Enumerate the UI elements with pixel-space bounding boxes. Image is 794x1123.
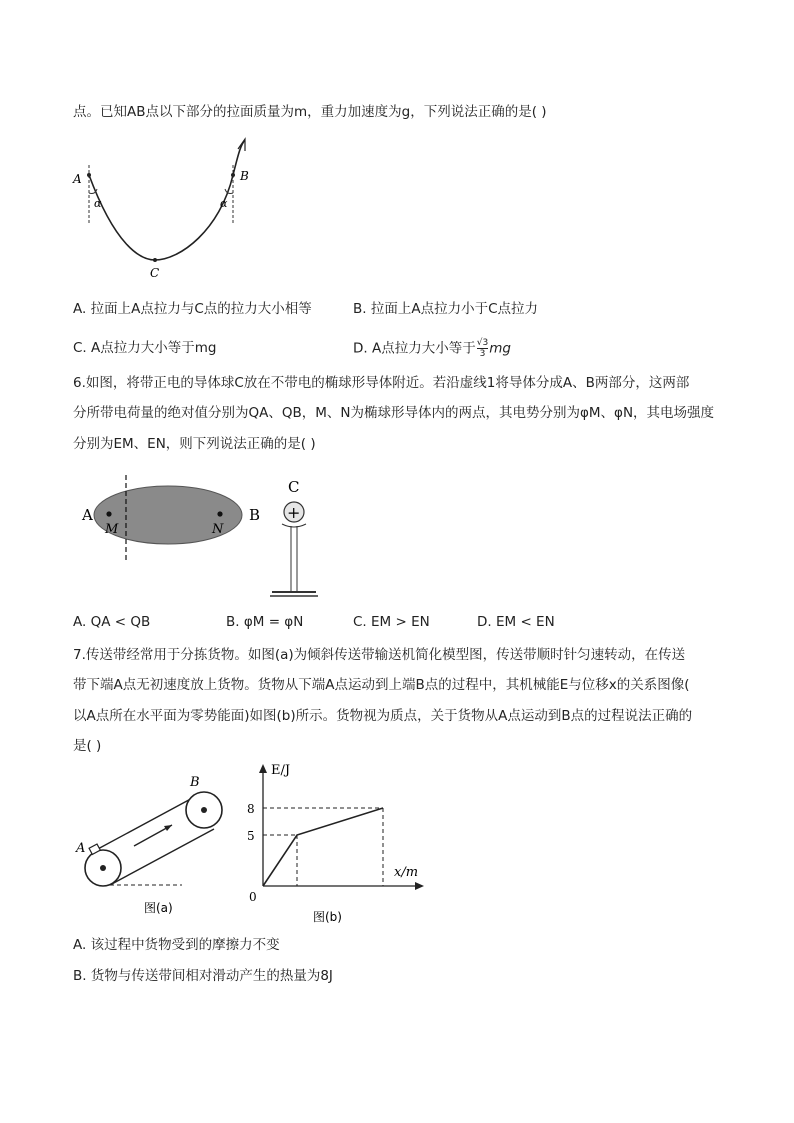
q7-energy-chart xyxy=(240,758,425,932)
q6-option-a: A. QA < QB xyxy=(73,614,151,630)
q6-label-a: A xyxy=(82,506,93,524)
q7-stem-line-4: 是( ) xyxy=(73,738,102,754)
q5-angle-a: α xyxy=(94,197,102,210)
q6-charge-sign: + xyxy=(287,503,301,522)
q5-label-a: A xyxy=(73,172,82,186)
q5-option-d-fraction xyxy=(477,338,488,359)
q7-caption-a: 图(a) xyxy=(144,901,173,915)
q7-tick-5: 5 xyxy=(247,829,255,843)
q5-option-b: B. 拉面上A点拉力小于C点拉力 xyxy=(353,301,539,317)
q7-x-axis-label: x/m xyxy=(394,865,419,880)
q5-label-c: C xyxy=(150,266,160,280)
q6-stem-line-3: 分别为EM、EN，则下列说法正确的是( ) xyxy=(73,436,316,452)
q7-stem-line-2: 带下端A点无初速度放上货物。货物从下端A点运动到上端B点的过程中，其机械能E与位移x的关系图像( xyxy=(73,677,690,693)
q7-stem-line-1: 7.传送带经常用于分拣货物。如图(a)为倾斜传送带输送机简化模型图，传送带顺时针匀速转动，在传送 xyxy=(73,647,686,663)
q7-label-b: B xyxy=(190,775,200,790)
q7-y-axis-label: E/J xyxy=(271,763,291,778)
q7-option-b: B. 货物与传送带间相对滑动产生的热量为8J xyxy=(73,968,333,984)
q6-label-b: B xyxy=(249,506,261,524)
q7-label-a: A xyxy=(76,841,86,856)
q6-conductor-figure xyxy=(72,470,332,609)
q5-label-b: B xyxy=(240,169,249,183)
q7-conveyor-figure xyxy=(72,768,247,922)
q5-option-d-prefix: D. A点拉力大小等于 xyxy=(353,340,476,357)
q6-option-c: C. EM > EN xyxy=(353,614,430,630)
q7-stem-line-3: 以A点所在水平面为零势能面)如图(b)所示。货物视为质点，关于货物从A点运动到B点的过程说法正确的 xyxy=(73,708,693,724)
q7-origin-label: 0 xyxy=(249,890,257,904)
q6-label-m: M xyxy=(105,522,119,537)
q5-option-d-denominator: 3 xyxy=(479,349,486,359)
q6-option-d: D. EM < EN xyxy=(477,614,555,630)
q7-option-a: A. 该过程中货物受到的摩擦力不变 xyxy=(73,937,280,953)
q5-option-c: C. A点拉力大小等于mg xyxy=(73,340,217,356)
q7-tick-8: 8 xyxy=(247,802,255,816)
q7-caption-b: 图(b) xyxy=(313,910,342,924)
q6-stem-line-2: 分所带电荷量的绝对值分别为QA、QB，M、N为椭球形导体内的两点，其电势分别为φM、φN，其电场强度 xyxy=(73,405,715,421)
q6-label-c: C xyxy=(288,478,300,496)
q5-option-a: A. 拉面上A点拉力与C点的拉力大小相等 xyxy=(73,301,312,317)
q6-label-n: N xyxy=(212,522,224,537)
q5-stem-tail: 点。已知AB点以下部分的拉面质量为m，重力加速度为g，下列说法正确的是( ) xyxy=(73,104,547,120)
q6-stem-line-1: 6.如图，将带正电的导体球C放在不带电的椭球形导体附近。若沿虚线1将导体分成A、B两部分，这两部 xyxy=(73,375,690,391)
q5-option-d xyxy=(353,338,511,359)
q5-angle-b: α xyxy=(220,197,228,210)
q5-noodle-figure xyxy=(70,135,260,284)
q6-option-b: B. φM = φN xyxy=(226,614,304,630)
q5-option-d-suffix: mg xyxy=(489,340,511,357)
q5-option-d-numerator: √3 xyxy=(476,338,489,348)
